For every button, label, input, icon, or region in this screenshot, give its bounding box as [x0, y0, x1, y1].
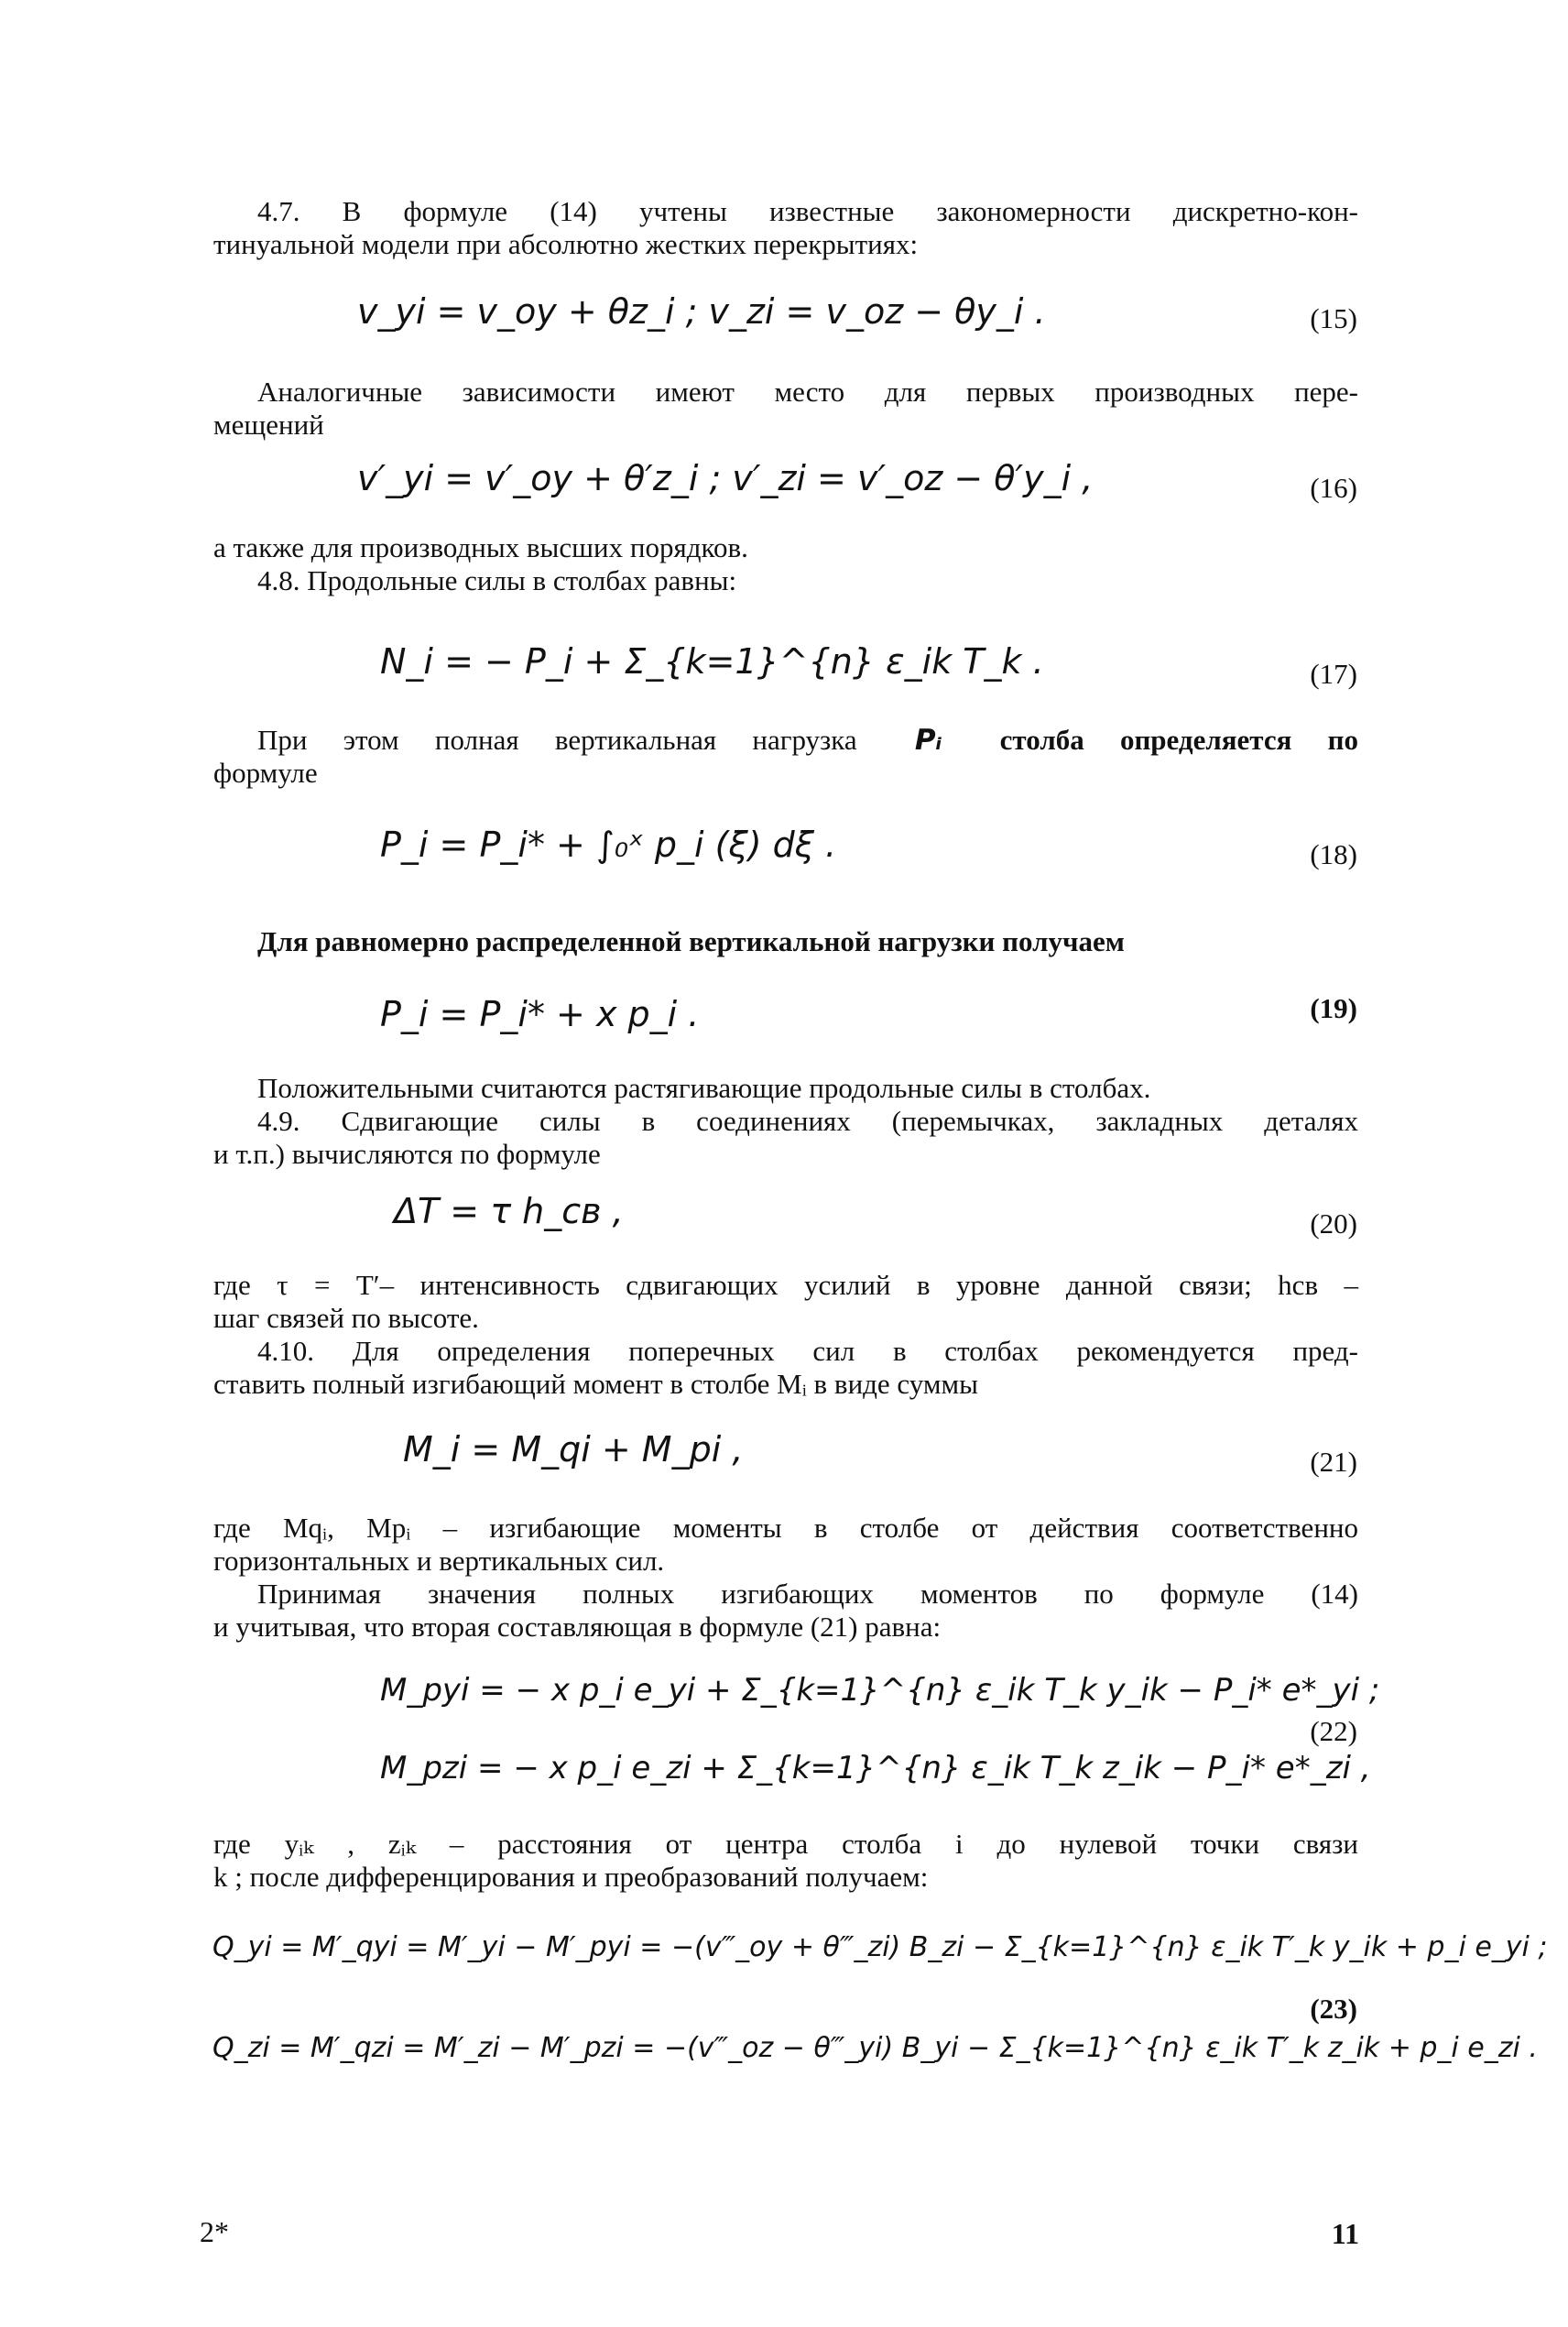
- signature-mark: 2*: [200, 2215, 229, 2248]
- text-line: 4.10. Для определения поперечных сил в столбах рекомендуется пред-: [257, 1335, 1358, 1367]
- equation-number-16: (16): [1310, 472, 1357, 504]
- text-line: тинуальной модели при абсолютно жестких перекрытиях:: [213, 228, 919, 260]
- inline-formula-p: Pᵢ: [914, 724, 942, 757]
- paragraph-4-8: [213, 564, 1358, 597]
- equation-21: M_i = M_qi + M_pi ,: [403, 1429, 744, 1469]
- equation-number-15: (15): [1310, 302, 1357, 334]
- text-line: шаг связей по высоте.: [213, 1302, 479, 1334]
- text-line: ставить полный изгибающий момент в столбе Mᵢ в виде суммы: [213, 1368, 978, 1400]
- text-line: Аналогичные зависимости имеют место для первых производных пере-: [257, 376, 1358, 408]
- text-line: формуле: [213, 757, 318, 789]
- text-line: мещений: [213, 409, 324, 441]
- equation-number-22: (22): [1310, 1715, 1357, 1747]
- paragraph-where-22: [213, 1828, 1358, 1894]
- paragraph-4-10: [213, 1335, 1358, 1401]
- paragraph-4-7: [213, 195, 1358, 261]
- text-line: 4.7. В формуле (14) учтены известные закономерности дискретно-кон-: [257, 195, 1358, 227]
- text-fragment: столба определяется по: [999, 724, 1358, 756]
- equation-23a: Q_yi = M′_qyi = M′_yi − M′_pyi = −(v‴_oy + θ‴_zi) B_zi − Σ_{k=1}^{n} ε_ik T′_k y_ik + p_i e_yi ;: [212, 1931, 1548, 1963]
- equation-number-18: (18): [1310, 838, 1357, 870]
- paragraph-also: [213, 531, 1358, 564]
- text-line: 4.9. Сдвигающие силы в соединениях (перемычках, закладных деталях: [257, 1105, 1358, 1137]
- equation-15: v_yi = v_oy + θz_i ; v_zi = v_oz − θy_i .: [357, 291, 1046, 332]
- text-line: и учитывая, что вторая составляющая в формуле (21) равна:: [213, 1611, 942, 1643]
- text-line: где yᵢₖ , zᵢₖ – расстояния от центра столба i до нулевой точки связи: [213, 1828, 1358, 1860]
- paragraph-uniform: [213, 925, 1358, 958]
- text-line: [213, 724, 1358, 757]
- equation-number-20: (20): [1310, 1207, 1357, 1240]
- text-line: а также для производных высших порядков.: [213, 531, 748, 563]
- text-line: и т.п.) вычисляются по формуле: [213, 1138, 601, 1170]
- equation-16: v′_yi = v′_oy + θ′z_i ; v′_zi = v′_oz − θ′y_i ,: [357, 458, 1094, 498]
- text-line: где Mqᵢ, Mpᵢ – изгибающие моменты в столбе от действия соответственно: [213, 1512, 1358, 1544]
- text-line: Положительными считаются растягивающие продольные силы в столбах.: [257, 1072, 1151, 1104]
- text-line: k ; после дифференцирования и преобразований получаем:: [213, 1861, 929, 1893]
- equation-18: P_i = P_i* + ∫₀ˣ p_i (ξ) dξ .: [380, 825, 837, 865]
- paragraph-4-9: [213, 1105, 1358, 1171]
- paragraph-positive: [213, 1072, 1358, 1105]
- text-line: где τ = T′– интенсивность сдвигающих усилий в уровне данной связи; hсв –: [213, 1269, 1358, 1301]
- page-number: 11: [1331, 2217, 1359, 2250]
- text-line: 4.8. Продольные силы в столбах равны:: [257, 564, 737, 596]
- paragraph-full-load: [213, 724, 1358, 790]
- equation-17: N_i = − P_i + Σ_{k=1}^{n} ε_ik T_k .: [380, 641, 1044, 682]
- equation-22b: M_pzi = − x p_i e_zi + Σ_{k=1}^{n} ε_ik T_k z_ik − P_i* e*_zi ,: [380, 1750, 1371, 1786]
- text-line: Принимая значения полных изгибающих моментов по формуле (14): [257, 1578, 1358, 1610]
- text-line: Для равномерно распределенной вертикальной нагрузки получаем: [257, 925, 1125, 957]
- paragraph-where-20: [213, 1269, 1358, 1335]
- equation-19: P_i = P_i* + x p_i .: [380, 994, 700, 1034]
- text-line: горизонтальных и вертикальных сил.: [213, 1545, 665, 1577]
- equation-number-21: (21): [1310, 1446, 1357, 1478]
- equation-number-17: (17): [1310, 658, 1357, 690]
- equation-23b: Q_zi = M′_qzi = M′_zi − M′_pzi = −(v‴_oz − θ‴_yi) B_yi − Σ_{k=1}^{n} ε_ik T′_k z_ik + p_i e_zi .: [212, 2032, 1538, 2064]
- text-fragment: При этом полная вертикальная нагрузка: [257, 724, 857, 756]
- paragraph-where-21: [213, 1512, 1358, 1578]
- paragraph-taking: [213, 1578, 1358, 1644]
- equation-22a: M_pyi = − x p_i e_yi + Σ_{k=1}^{n} ε_ik T_k y_ik − P_i* e*_yi ;: [380, 1672, 1380, 1709]
- equation-number-19: (19): [1310, 992, 1357, 1024]
- equation-20: ΔT = τ h_св ,: [394, 1191, 624, 1231]
- paragraph-analog: [213, 376, 1358, 442]
- equation-number-23: (23): [1310, 1993, 1357, 2025]
